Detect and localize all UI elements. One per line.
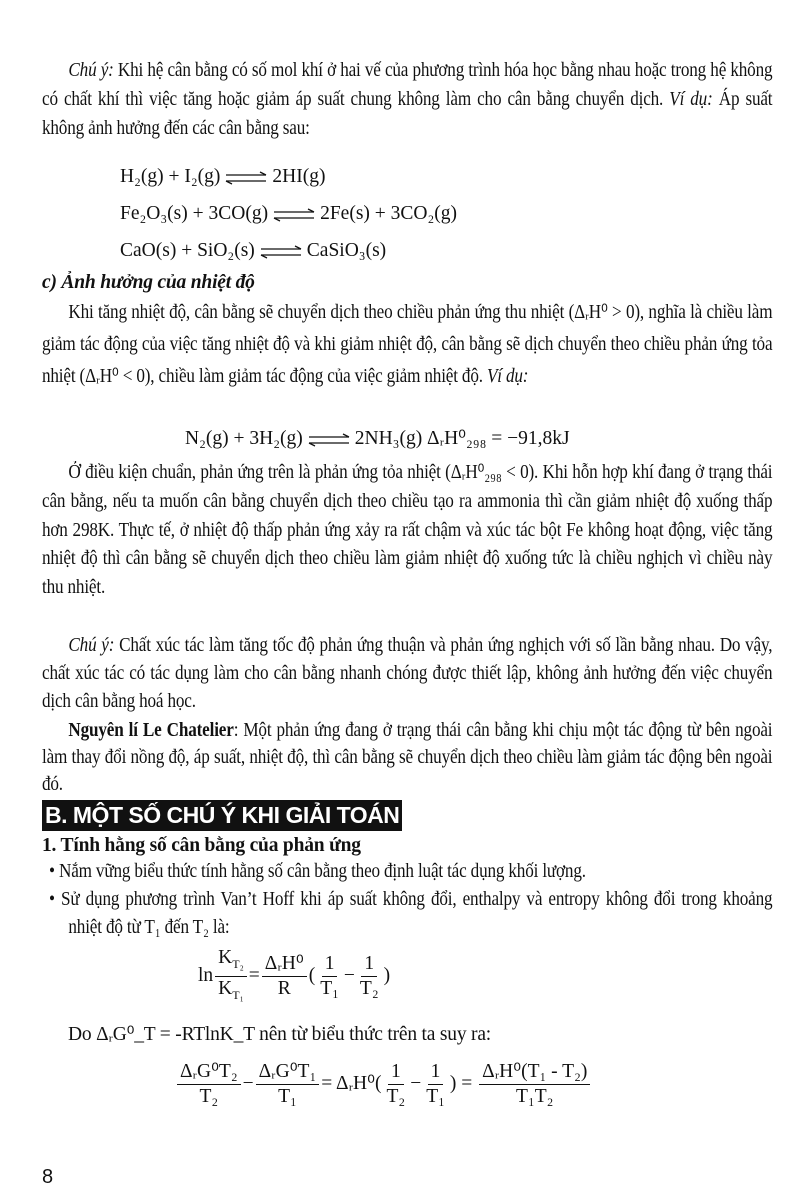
bullet-item: • Nắm vững biểu thức tính hằng số cân bằng theo định luật tác dụng khối lượng. <box>49 861 586 882</box>
catalyst-note: Chú ý: Chất xúc tác làm tăng tốc độ phản ứng thuận và phản ứng nghịch với số lần bằng nhau. Do vậy, chất xúc tác có tác dụng làm cho cân bằng nhanh chóng được thiết lập, không ảnh hưởng đến việc chuyển dịch cân bằng hoá học. <box>42 635 773 712</box>
bullet-item: • Sử dụng phương trình Van’t Hoff khi áp suất không đổi, enthalpy và entropy không đổi trong khoảng nhiệt độ từ T₁ đến T₂ là: <box>49 889 773 938</box>
equation-1: H₂(g) + I₂(g) 2HI(g) <box>120 166 326 187</box>
bullet-list <box>42 858 772 942</box>
subsection-heading: 1. Tính hằng số cân bằng của phản ứng <box>42 835 361 856</box>
vant-hoff-formula: ln $\frac{K_{T_2}}{K_{T_1}}$ = $\frac{\text{ΔᵣH⁰}}{R}$ ( $\frac{1}{\text{T₁}}$ − $\frac{1}{\text{T₂}}$ ) <box>198 947 391 1002</box>
note-text: Khi hệ cân bằng có số mol khí ở hai vế của phương trình hóa học bằng nhau hoặc trong hệ không có chất khí thì việc tăng hoặc giảm áp suất chung không làm cho cân bằng chuyển dịch. <box>42 60 773 110</box>
note-text-2: Áp suất không ảnh hưởng đến các cân bằng sau: <box>42 89 773 139</box>
gibbs-formula: $\frac{\text{ΔᵣG⁰T₂}}{\text{T₂}}$ − $\frac{\text{ΔᵣG⁰T₁}}{\text{T₁}}$ = ΔᵣH⁰( $\frac{1}{\text{T₂}}$ − $\frac{1}{\text{T₁}}$ ) = $\frac{\text{ΔᵣH⁰(T₁ - T₂)}}{\text{T₁T₂}}$ <box>175 1060 592 1109</box>
equilibrium-arrow-icon <box>272 208 316 222</box>
section-b-heading: B. MỘT SỐ CHÚ Ý KHI GIẢI TOÁN <box>42 800 402 831</box>
section-c-heading: c) Ảnh hưởng của nhiệt độ <box>42 272 255 293</box>
equation-2: Fe₂O₃(s) + 3CO(g) 2Fe(s) + 3CO₂(g) <box>120 203 458 224</box>
equilibrium-arrow-icon <box>259 245 303 259</box>
standard-condition-paragraph: Ở điều kiện chuẩn, phản ứng trên là phản ứng tỏa nhiệt (ΔᵣH⁰₂₉₈ < 0). Khi hỗn hợp khí đang ở trạng thái cân bằng, nếu ta muốn cân bằng chuyển dịch theo chiều tạo ra ammonia thì cần giảm nhiệt độ xuống thấp hơn 298K. Thực tế, ở nhiệt độ thấp phản ứng xảy ra rất chậm và xúc tác bột Fe không hoạt động, việc tăng nhiệt độ thì cân bằng sẽ chuyển dịch theo chiều làm giảm nhiệt độ xuống tức là chiều nghịch vì chiều này thu nhiệt. <box>42 462 773 599</box>
ammonia-equation: N₂(g) + 3H₂(g) 2NH₃(g) ΔᵣH⁰₂₉₈ = −91,8kJ <box>185 428 570 449</box>
note-paragraph <box>42 56 772 143</box>
equilibrium-arrow-icon <box>307 433 351 447</box>
equilibrium-arrow-icon <box>224 171 268 185</box>
temperature-paragraph: Khi tăng nhiệt độ, cân bằng sẽ chuyển dịch theo chiều phản ứng thu nhiệt (ΔᵣH⁰ > 0), nghĩa là chiều làm giảm tác động của việc tăng nhiệt độ và khi giảm nhiệt độ, cân bằng sẽ dịch chuyển theo chiều phản ứng tỏa nhiệt (ΔᵣH⁰ < 0), chiều làm giảm tác động của việc giảm nhiệt độ. Ví dụ: <box>42 302 773 387</box>
page-number: 8 <box>42 1166 54 1188</box>
equation-3: CaO(s) + SiO₂(s) CaSiO₃(s) <box>120 240 387 261</box>
gibbs-text: Do ΔᵣG⁰_T = -RTlnK_T nên từ biểu thức trên ta suy ra: <box>68 1024 492 1045</box>
example-label: Ví dụ: <box>669 89 713 110</box>
note-label: Chú ý: <box>68 60 114 81</box>
le-chatelier-principle: Nguyên lí Le Chatelier: Một phản ứng đang ở trạng thái cân bằng khi chịu một tác động từ bên ngoài làm thay đổi nồng độ, áp suất, nhiệt độ, thì cân bằng sẽ chuyển dịch theo chiều làm giảm tác động bên ngoài đó. <box>42 720 773 795</box>
